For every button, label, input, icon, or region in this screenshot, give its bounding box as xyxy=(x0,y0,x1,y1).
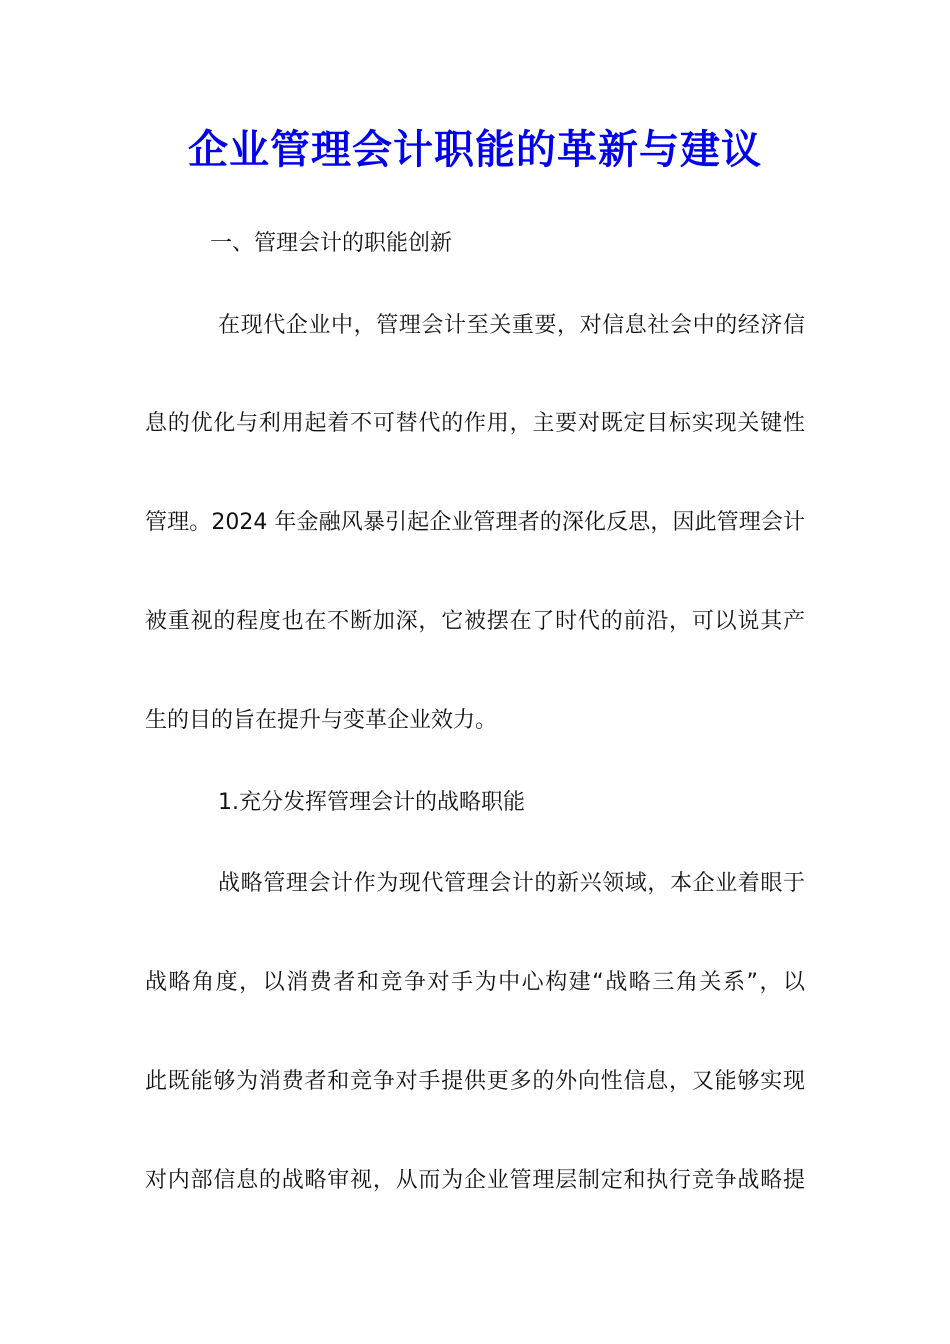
paragraph-line: 对内部信息的战略审视，从而为企业管理层制定和执行竞争战略提 xyxy=(145,1168,805,1193)
document-title: 企业管理会计职能的革新与建议 xyxy=(188,126,762,173)
paragraph-line: 战略管理会计作为现代管理会计的新兴领域，本企业着眼于 xyxy=(218,871,805,896)
paragraph-line: 息的优化与利用起着不可替代的作用，主要对既定目标实现关键性 xyxy=(145,411,805,436)
paragraph-line: 战略角度，以消费者和竞争对手为中心构建“战略三角关系”，以 xyxy=(145,970,805,995)
paragraph-line: 此既能够为消费者和竞争对手提供更多的外向性信息，又能够实现 xyxy=(145,1069,805,1094)
section-heading: 一、管理会计的职能创新 xyxy=(210,231,453,256)
paragraph-line: 生的目的旨在提升与变革企业效力。 xyxy=(145,708,498,733)
subsection-heading: 1.充分发挥管理会计的战略职能 xyxy=(218,790,525,815)
paragraph-line: 在现代企业中，管理会计至关重要，对信息社会中的经济信 xyxy=(218,313,805,338)
paragraph-line: 管理。2024 年金融风暴引起企业管理者的深化反思，因此管理会计 xyxy=(145,510,805,535)
paragraph-line: 被重视的程度也在不断加深，它被摆在了时代的前沿，可以说其产 xyxy=(145,609,805,634)
